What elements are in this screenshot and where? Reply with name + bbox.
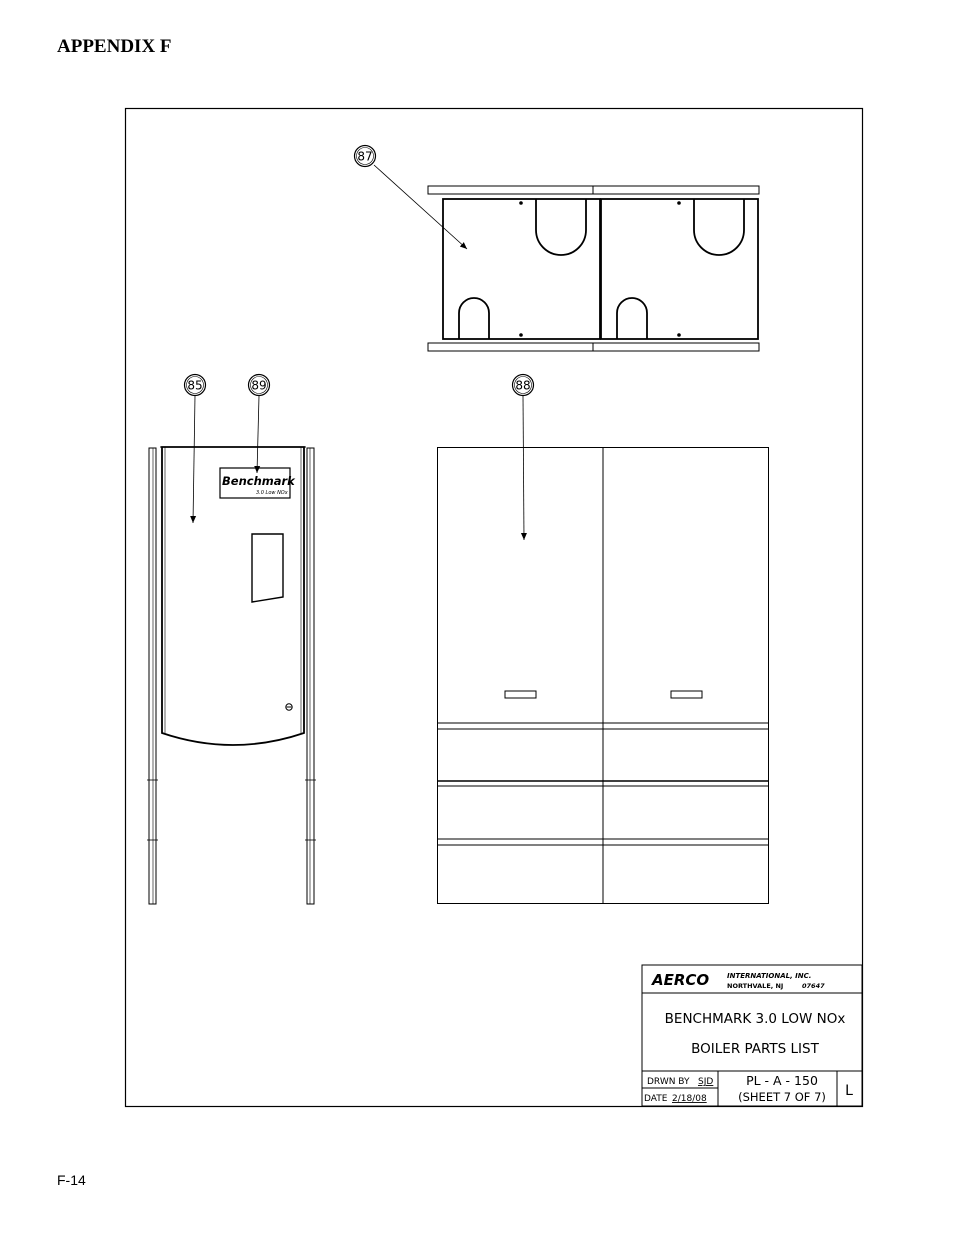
date-value: 2/18/08 bbox=[672, 1094, 707, 1104]
callout-85-label: 85 bbox=[187, 378, 203, 393]
callout-89-label: 89 bbox=[251, 378, 267, 393]
drawn-by-value: SJD bbox=[698, 1077, 714, 1087]
revision-letter: L bbox=[845, 1083, 853, 1099]
company-zip-text: 07647 bbox=[802, 982, 825, 990]
part-88-side-panels bbox=[437, 447, 769, 904]
sheet-number: (SHEET 7 OF 7) bbox=[738, 1090, 826, 1104]
company-address-text: NORTHVALE, NJ bbox=[727, 982, 784, 990]
company-logo-text: AERCO bbox=[652, 971, 710, 989]
title-block bbox=[642, 965, 862, 1106]
part-89-logo-plate bbox=[220, 468, 296, 498]
appendix-title: APPENDIX F bbox=[57, 36, 172, 57]
drawing-title-line2: BOILER PARTS LIST bbox=[691, 1041, 819, 1057]
callout-88-label: 88 bbox=[515, 378, 531, 393]
page-number: F-14 bbox=[57, 1172, 86, 1188]
drawing-frame bbox=[126, 109, 863, 1107]
logo-sub-text: 3.0 Low NOx bbox=[256, 490, 288, 496]
callout-85 bbox=[185, 375, 206, 396]
date-label: DATE bbox=[644, 1094, 668, 1104]
drawing-number: PL - A - 150 bbox=[746, 1073, 818, 1088]
part-87-top-panels bbox=[428, 186, 759, 351]
callout-87-label: 87 bbox=[357, 149, 373, 164]
drawn-by-label: DRWN BY bbox=[647, 1077, 690, 1087]
company-name-text: INTERNATIONAL, INC. bbox=[727, 972, 812, 980]
part-85-front-door bbox=[147, 447, 316, 904]
drawing-title-line1: BENCHMARK 3.0 LOW NOx bbox=[664, 1011, 846, 1027]
logo-brand-text: Benchmark bbox=[222, 474, 295, 488]
callout-88 bbox=[513, 375, 534, 396]
callout-87 bbox=[355, 146, 376, 167]
callout-89 bbox=[249, 375, 270, 396]
